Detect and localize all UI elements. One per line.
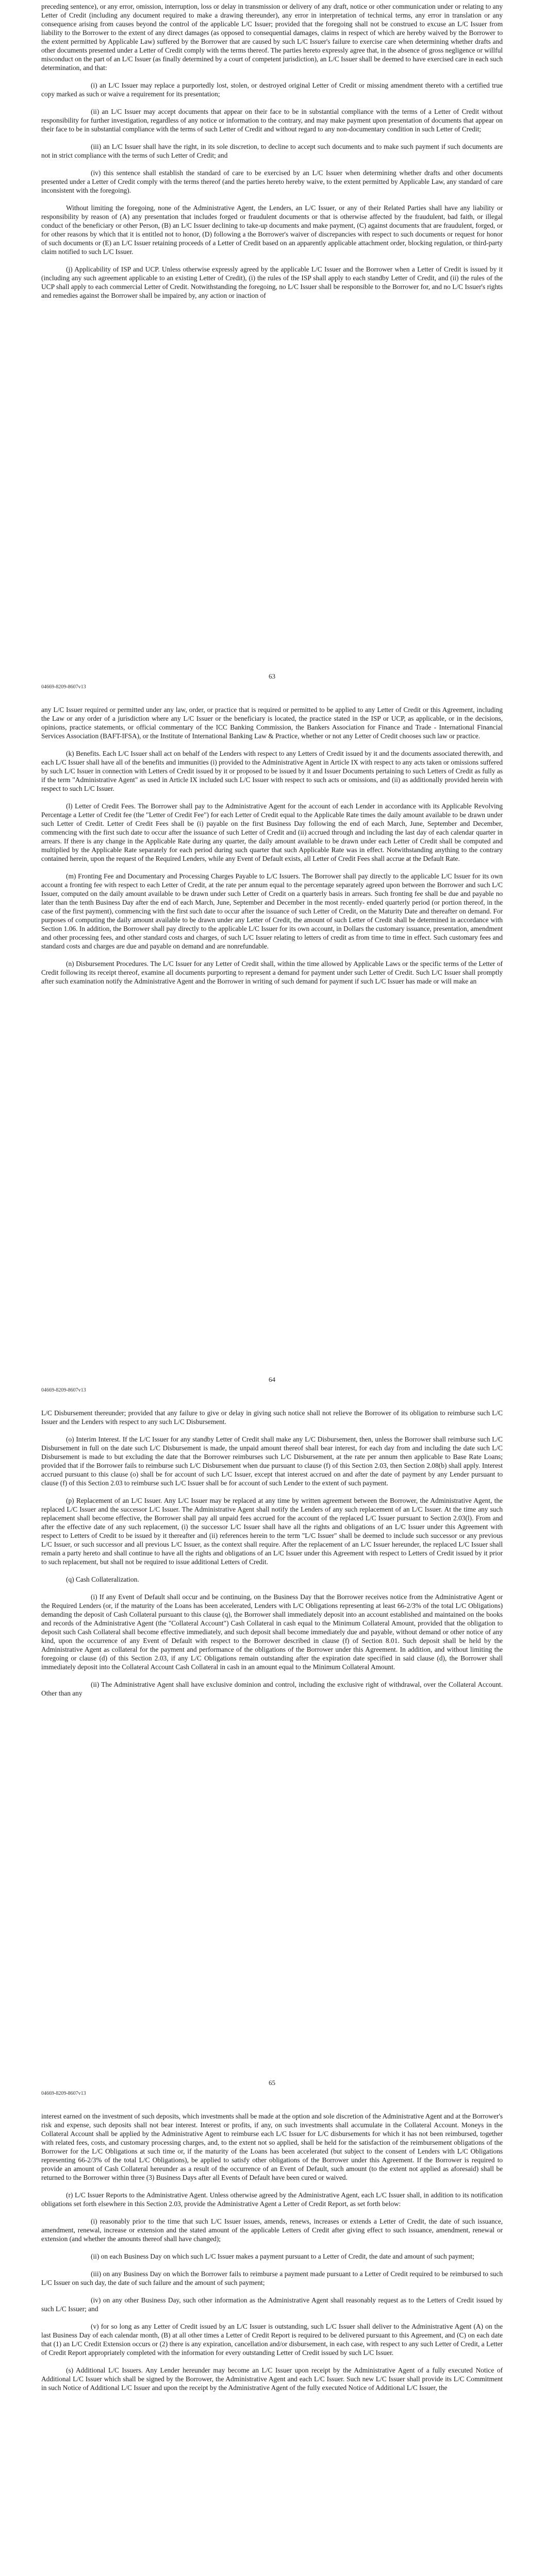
document-page	[0, 703, 544, 1406]
paragraph: (l) Letter of Credit Fees. The Borrower shall pay to the Administrative Agent for the account of each Lender in accordance with its Applicable Revolving Percentage a Letter of Credit fee (the "Letter of Credit Fee") for each Letter of Credit equal to the Applicable Rate times the daily amount available to be drawn under such Letter of Credit. Letter of Credit Fees shall be (i) payable on the first Business Day following the end of each March, June, September and December, commencing with the first such date to occur after the issuance of such Letter of Credit and (ii) accrued through and including the last day of each calendar quarter in arrears. If there is any change in the Applicable Rate during any quarter, the daily amount available to be drawn under each Letter of Credit shall be computed and multiplied by the Applicable Rate separately for each period during such quarter that such Applicable Rate was in effect. Notwithstanding anything to the contrary contained herein, upon the request of the Required Lenders, while any Event of Default exists, all Letter of Credit Fees shall accrue at the Default Rate.	[41, 802, 503, 862]
paragraph: any L/C Issuer required or permitted under any law, order, or practice that is required or permitted to be applied to any Letter of Credit or this Agreement, including the Law or any order of a jurisdiction where any L/C Issuer or the beneficiary is located, the practice stated in the ISP or UCP, as applicable, or in the decisions, opinions, practice statements, or official commentary of the ICC Banking Commission, the Bankers Association for Finance and Trade - International Financial Services Association (BAFT-IFSA), or the Institute of International Banking Law & Practice, whether or not any Letter of Credit chooses such law or practice.	[41, 706, 503, 740]
page-body	[41, 705, 503, 986]
page-body	[41, 2112, 503, 2392]
paragraph: (iii) on any Business Day on which the Borrower fails to reimburse a payment made pursuant to a Letter of Credit required to be reimbursed to such L/C Issuer on such day, the date of such failure and the amount of such payment;	[41, 2270, 503, 2286]
document-id: 04669-8209-8607v13	[41, 2091, 86, 2096]
document-page	[0, 0, 544, 703]
paragraph: (ii) an L/C Issuer may accept documents that appear on their face to be in substantial compliance with the terms of a Letter of Credit without responsibility for further investigation, regardless of any notice or information to the contrary, and may make payment upon presentation of documents that appear on their face to be in substantial compliance with the terms of such Letter of Credit and without regard to any non-documentary condition in such Letter of Credit;	[41, 108, 503, 133]
paragraph: Without limiting the foregoing, none of the Administrative Agent, the Lenders, an L/C Issuer, or any of their Related Parties shall have any liability or responsibility by reason of (A) any presentation that includes forged or fraudulent documents or that is otherwise affected by the fraudulent, bad faith, or illegal conduct of the beneficiary or other Person, (B) an L/C Issuer declining to take-up documents and make payment, (C) against documents that are fraudulent, forged, or for other reasons by which that it is entitled not to honor, (D) following a the Borrower's waiver of discrepancies with respect to such documents or request for honor of such documents or (E) an L/C Issuer retaining proceeds of a Letter of Credit based on an apparently applicable attachment order, blocking regulation, or third-party claim notified to such L/C Issuer.	[41, 204, 503, 256]
paragraph: (iv) on any other Business Day, such other information as the Administrative Agent shall reasonably request as to the Letters of Credit issued by such L/C Issuer; and	[41, 2296, 503, 2313]
document-id: 04669-8209-8607v13	[41, 1387, 86, 1393]
paragraph: (k) Benefits. Each L/C Issuer shall act on behalf of the Lenders with respect to any Letters of Credit issued by it and the documents associated therewith, and each L/C Issuer shall have all of the benefits and immunities (i) provided to the Administrative Agent in Article IX with respect to any acts taken or omissions suffered by such L/C Issuer in connection with Letters of Credit issued by it or proposed to be issued by it and Issuer Documents pertaining to such Letters of Credit as fully as if the term "Administrative Agent" as used in Article IX included such L/C Issuer with respect to such acts or omissions, and (ii) as additionally provided herein with respect to such L/C Issuer.	[41, 750, 503, 792]
paragraph: (i) If any Event of Default shall occur and be continuing, on the Business Day that the Borrower receives notice from the Administrative Agent or the Required Lenders (or, if the maturity of the Loans has been accelerated, Lenders with L/C Obligations representing at least 66-2/3% of the total L/C Obligations) demanding the deposit of Cash Collateral pursuant to this clause (q), the Borrower shall immediately deposit into an account established and maintained on the books and records of the Administrative Agent (the "Collateral Account") Cash Collateral in cash equal to the Minimum Collateral Amount, provided that the obligation to deposit such Cash Collateral shall become effective immediately, and such deposit shall become immediately due and payable, without demand or other notice of any kind, upon the occurrence of any Event of Default with respect to the Borrower described in clause (f) of Section 8.01. Such deposit shall be held by the Administrative Agent as collateral for the payment and performance of the obligations of the Borrower under this Agreement. In addition, and without limiting the foregoing or clause (d) of this Section 2.03, if any L/C Obligations remain outstanding after the expiration date specified in said clause (d), the Borrower shall immediately deposit into the Collateral Account Cash Collateral in cash in an amount equal to the Minimum Collateral Amount.	[41, 1593, 503, 1671]
paragraph: (iii) an L/C Issuer shall have the right, in its sole discretion, to decline to accept such documents and to make such payment if such documents are not in strict compliance with the terms of such Letter of Credit; and	[41, 143, 503, 159]
paragraph: preceding sentence), or any error, omission, interruption, loss or delay in transmission or delivery of any draft, notice or other communication under or relating to any Letter of Credit (including any document required to make a drawing thereunder), any error in interpretation of technical terms, any error in translation or any consequence arising from causes beyond the control of the applicable L/C Issuer; provided that the foregoing shall not be construed to excuse an L/C Issuer from liability to the Borrower to the extent of any direct damages (as opposed to consequential damages, claims in respect of which are hereby waived by the Borrower to the extent permitted by Applicable Law) suffered by the Borrower that are caused by such L/C Issuer's failure to exercise care when determining whether drafts and other documents presented under a Letter of Credit comply with the terms thereof. The parties hereto expressly agree that, in the absence of gross negligence or willful misconduct on the part of an L/C Issuer (as finally determined by a court of competent jurisdiction), an L/C Issuer shall be deemed to have exercised care in each such determination, and that:	[41, 3, 503, 72]
paragraph: (v) for so long as any Letter of Credit issued by an L/C Issuer is outstanding, such L/C Issuer shall deliver to the Administrative Agent (A) on the last Business Day of each calendar month, (B) at all other times a Letter of Credit Report is required to be delivered pursuant to this Agreement, and (C) on each date that (1) an L/C Credit Extension occurs or (2) there is any expiration, cancellation and/or disbursement, in each case, with respect to any such Letter of Credit, a Letter of Credit Report appropriately completed with the information for every outstanding Letter of Credit issued by such L/C Issuer.	[41, 2323, 503, 2357]
paragraph: (i) reasonably prior to the time that such L/C Issuer issues, amends, renews, increases or extends a Letter of Credit, the date of such issuance, amendment, renewal, increase or extension and the stated amount of the applicable Letters of Credit after giving effect to such issuance, amendment, renewal or extension (and whether the amounts thereof shall have changed);	[41, 2217, 503, 2243]
paragraph: (ii) The Administrative Agent shall have exclusive dominion and control, including the exclusive right of withdrawal, over the Collateral Account. Other than any	[41, 1681, 503, 1697]
page-number: 64	[269, 1376, 275, 1383]
paragraph: interest earned on the investment of such deposits, which investments shall be made at the option and sole discretion of the Administrative Agent and at the Borrower's risk and expense, such deposits shall not bear interest. Interest or profits, if any, on such investments shall accumulate in the Collateral Account. Moneys in the Collateral Account shall be applied by the Administrative Agent to reimburse each L/C Issuer for L/C disbursements for which it has not been reimbursed, together with related fees, costs, and customary processing charges, and, to the extent not so applied, shall be held for the satisfaction of the reimbursement obligations of the Borrower for the L/C Obligations at such time or, if the maturity of the Loans has been accelerated (but subject to the consent of Lenders with L/C Obligations representing 66-2/3% of the total L/C Obligations), be applied to satisfy other obligations of the Borrower under this Agreement. If the Borrower is required to provide an amount of Cash Collateral hereunder as a result of the occurrence of an Event of Default, such amount (to the extent not applied as aforesaid) shall be returned to the Borrower within three (3) Business Days after all Events of Default have been cured or waived.	[41, 2112, 503, 2181]
paragraph: (p) Replacement of an L/C Issuer. Any L/C Issuer may be replaced at any time by written agreement between the Borrower, the Administrative Agent, the replaced L/C Issuer and the successor L/C Issuer. The Administrative Agent shall notify the Lenders of any such replacement of an L/C Issuer. At the time any such replacement shall become effective, the Borrower shall pay all unpaid fees accrued for the account of the replaced L/C Issuer pursuant to Section 2.03(l). From and after the effective date of any such replacement, (i) the successor L/C Issuer shall have all the rights and obligations of an L/C Issuer under this Agreement with respect to Letters of Credit to be issued by it thereafter and (ii) references herein to the term "L/C Issuer" shall be deemed to include such successor or any previous L/C Issuer, or such successor and all previous L/C Issuer, as the context shall require. After the replacement of an L/C Issuer hereunder, the replaced L/C Issuer shall remain a party hereto and shall continue to have all the rights and obligations of an L/C Issuer under this Agreement with respect to Letters of Credit issued by it prior to such replacement, but shall not be required to issue additional Letters of Credit.	[41, 1497, 503, 1566]
document-id: 04669-8209-8607v13	[41, 684, 86, 690]
page-body	[41, 1409, 503, 1698]
paragraph: (o) Interim Interest. If the L/C Issuer for any standby Letter of Credit shall make any L/C Disbursement, then, unless the Borrower shall reimburse such L/C Disbursement in full on the date such L/C Disbursement is made, the unpaid amount thereof shall bear interest, for each day from and including the date such L/C Disbursement is made to but excluding the date that the Borrower reimburses such L/C Disbursement, at the rate per annum then applicable to Base Rate Loans; provided that if the Borrower fails to reimburse such L/C Disbursement when due pursuant to clause (f) of this Section 2.03, then Section 2.08(b) shall apply. Interest accrued pursuant to this clause (o) shall be for account of such L/C Issuer, except that interest accrued on and after the date of payment by any Lender pursuant to clause (f) of this Section 2.03 to reimburse such L/C Issuer shall be for account of such Lender to the extent of such payment.	[41, 1435, 503, 1487]
paragraph: (ii) on each Business Day on which such L/C Issuer makes a payment pursuant to a Letter of Credit, the date and amount of such payment;	[91, 2252, 474, 2260]
document-page	[0, 2110, 544, 2576]
paragraph: (r) L/C Issuer Reports to the Administrative Agent. Unless otherwise agreed by the Administrative Agent, each L/C Issuer shall, in addition to its notification obligations set forth elsewhere in this Section 2.03, provide the Administrative Agent a Letter of Credit Report, as set forth below:	[41, 2191, 503, 2208]
page-number: 65	[269, 2079, 275, 2087]
paragraph: (i) an L/C Issuer may replace a purportedly lost, stolen, or destroyed original Letter of Credit or missing amendment thereto with a certified true copy marked as such or waive a requirement for its presentation;	[41, 81, 503, 98]
paragraph: (n) Disbursement Procedures. The L/C Issuer for any Letter of Credit shall, within the time allowed by Applicable Laws or the specific terms of the Letter of Credit following its receipt thereof, examine all documents purporting to represent a demand for payment under such Letter of Credit. Such L/C Issuer shall promptly after such examination notify the Administrative Agent and the Borrower in writing of such demand for payment if such L/C Issuer has made or will make an	[41, 960, 503, 985]
paragraph: (m) Fronting Fee and Documentary and Processing Charges Payable to L/C Issuers. The Borrower shall pay directly to the applicable L/C Issuer for its own account a fronting fee with respect to each Letter of Credit, at the rate per annum equal to the percentage separately agreed upon between the Borrower and such L/C Issuer, computed on the daily amount available to be drawn under such Letter of Credit on a quarterly basis in arrears. Such fronting fee shall be due and payable no later than the tenth Business Day after the end of each March, June, September and December in the most recently- ended quarterly period (or portion thereof, in the case of the first payment), commencing with the first such date to occur after the issuance of such Letter of Credit, on the Maturity Date and thereafter on demand. For purposes of computing the daily amount available to be drawn under any Letter of Credit, the amount of such Letter of Credit shall be determined in accordance with Section 1.06. In addition, the Borrower shall pay directly to the applicable L/C Issuer for its own account, in Dollars the customary issuance, presentation, amendment and other processing fees, and other standard costs and charges, of such L/C Issuer relating to letters of credit as from time to time in effect. Such customary fees and standard costs and charges are due and payable on demand and are nonrefundable.	[41, 872, 503, 950]
paragraph: (s) Additional L/C Issuers. Any Lender hereunder may become an L/C Issuer upon receipt by the Administrative Agent of a fully executed Notice of Additional L/C Issuer which shall be signed by the Borrower, the Administrative Agent and each L/C Issuer. Such new L/C Issuer shall provide its L/C Commitment in such Notice of Additional L/C Issuer and upon the receipt by the Administrative Agent of the fully executed Notice of Additional L/C Issuer, the	[41, 2366, 503, 2392]
paragraph: L/C Disbursement thereunder; provided that any failure to give or delay in giving such notice shall not relieve the Borrower of its obligation to reimburse such L/C Issuer and the Lenders with respect to any such L/C Disbursement.	[41, 1409, 503, 1426]
paragraph: (j) Applicability of ISP and UCP. Unless otherwise expressly agreed by the applicable L/C Issuer and the Borrower when a Letter of Credit is issued by it (including any such agreement applicable to an existing Letter of Credit), (i) the rules of the ISP shall apply to each standby Letter of Credit, and (ii) the rules of the UCP shall apply to each commercial Letter of Credit. Notwithstanding the foregoing, no L/C Issuer shall be responsible to the Borrower for, and no L/C Issuer's rights and remedies against the Borrower shall be impaired by, any action or inaction of	[41, 265, 503, 299]
page-body	[41, 2, 503, 300]
document-page	[0, 1406, 544, 2110]
page-number: 63	[269, 672, 275, 680]
paragraph: (iv) this sentence shall establish the standard of care to be exercised by an L/C Issuer when determining whether drafts and other documents presented under a Letter of Credit comply with the terms thereof (and the parties hereto hereby waive, to the extent permitted by Applicable Law, any standard of care inconsistent with the foregoing).	[41, 169, 503, 194]
paragraph: (q) Cash Collateralization.	[66, 1575, 139, 1583]
